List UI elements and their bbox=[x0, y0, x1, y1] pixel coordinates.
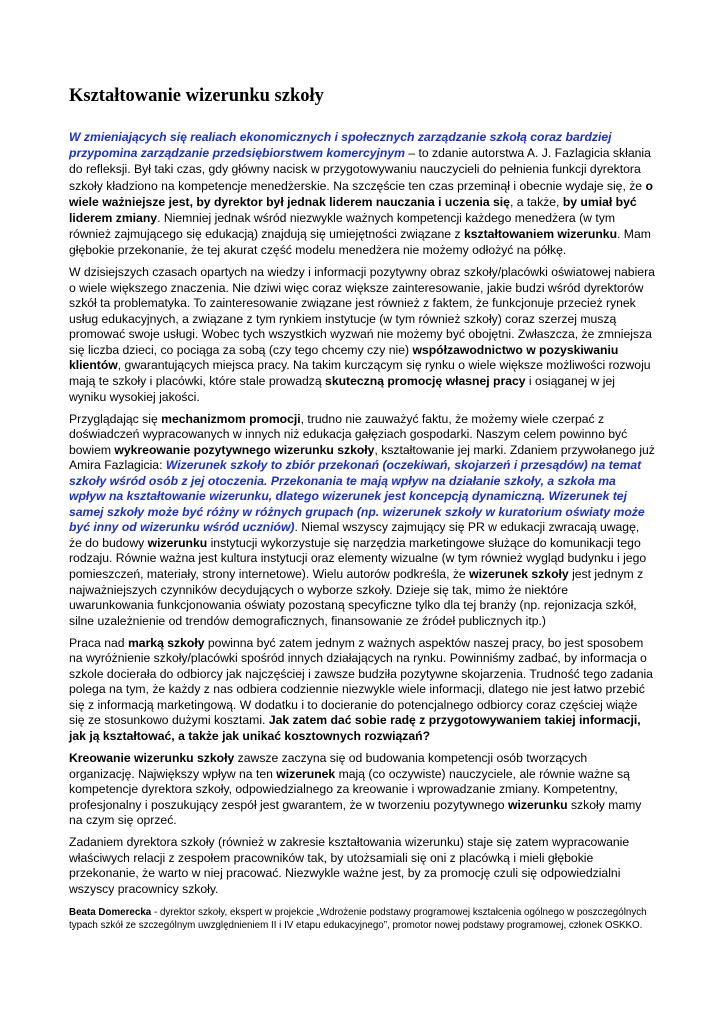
paragraph-intro bbox=[69, 129, 655, 259]
bold-phrase: kształtowaniem wizerunku bbox=[463, 227, 618, 242]
bold-phrase: wizerunek bbox=[276, 766, 336, 781]
quote-definition: Wizerunek szkoły to zbiór przekonań (oczekiwań, skojarzeń i przesądów) na temat szkoły wśród osób z jej otoczenia. Przekonania te mają wpływ na działanie szkoły, a szkoła ma wpływ na kształtowanie wizerunku, dlatego wizerunek jest koncepcją dynamiczną. Wizerunek tej samej szkoły może być różny w różnych grupach (np. wizerunek szkoły w kuratorium oświaty może być inny od wizerunku wśród uczniów) bbox=[69, 458, 645, 535]
text-span: jest jednym z najważniejszych czynników decydujących o wyborze szkoły. Dzieje się tak, mimo że niektóre uwarunkowania funkcjonowania oświaty pozostaną specyficzne tylko dla tej branży (np. rejonizacja szkół, silne uzależnienie od trendów demograficznych, finansowanie ze źródeł publicznych itp.) bbox=[69, 567, 644, 628]
quote-fazlagic: W zmieniających się realiach ekonomicznych i społecznych zarządzanie szkołą coraz bardziej przypomina zarządzanie przedsiębiorstwem komercyjnym bbox=[69, 130, 612, 161]
bold-phrase: wizerunku bbox=[507, 797, 568, 812]
bold-phrase: wizerunku bbox=[147, 535, 208, 550]
bold-phrase: wykreowanie pozytywnego wizerunku szkoły bbox=[114, 442, 375, 457]
paragraph-knowledge-era bbox=[69, 265, 655, 405]
text-span: Praca nad bbox=[69, 635, 128, 650]
bold-phrase: marką szkoły bbox=[127, 635, 205, 650]
text-span: W dzisiejszych czasach opartych na wiedzy i informacji pozytywny obraz szkoły/placówki oświatowej nabiera o wiele większego znaczenia. Nie dziwi więc coraz większe zainteresowanie, jakie budzi wśród dyrektorów szkół ta problematyka. To zainteresowanie związane jest również z faktem, że funkcjonuje przecież rynek usług edukacyjnych, a związane z tym rynkiem instytucje (w tym również szkoły) coraz szerzej muszą promować swoje usługi. Wobec tych wszystkich wyzwań nie możemy być obojętni. Zwłaszcza, że zmniejsza się liczba dzieci, co pociąga za sobą (czy tego chcemy czy nie) bbox=[69, 265, 655, 357]
text-span: Przyglądając się bbox=[69, 411, 162, 426]
bold-phrase: współzawodnictwo w pozyskiwaniu klientów bbox=[69, 342, 619, 373]
text-span: – to zdanie autorstwa A. J. Fazlagicia skłania do refleksji. Był taki czas, gdy główny nacisk w przygotowywaniu nauczycieli do pełnienia funkcji dyrektora szkoły kładziono na kompetencje menedżerskie. Na szczęście ten czas przeminął i obecnie wydaje się, że bbox=[69, 146, 651, 193]
author-signature bbox=[69, 907, 655, 932]
paragraph-brand bbox=[69, 636, 655, 745]
paragraph-promotion-mechanisms bbox=[69, 412, 655, 630]
text-span: . Niemniej jednak wśród niezwykle ważnych kompetencji każdego menedżera (w tym również zajmującego się edukacją) znajdują się umiejętności związane z bbox=[69, 211, 615, 242]
text-span: mają (co oczywiste) nauczyciele, ale równie ważne są kompetencje dyrektora szkoły, odpowiedzialnego za kreowanie i wprowadzanie zmiany. Kompetentny, profesjonalny i poszukujący zespół jest gwarantem, że w tworzeniu pozytywnego bbox=[69, 766, 630, 812]
bold-phrase: by umiał być liderem zmiany bbox=[69, 194, 637, 226]
bold-phrase: skuteczną promocję własnej pracy bbox=[325, 373, 526, 388]
text-span: instytucji wykorzystuje się narzędzia marketingowe służące do komunikacji tego rodzaju. Równie ważna jest kultura instytucji oraz elementy wizualne (w tym również wygląd budynku i jego pomieszczeń, materiały, strony internetowe). Wielu autorów podkreśla, że bbox=[69, 535, 647, 582]
paragraph-director-task: Zadaniem dyrektora szkoły (również w zakresie kształtowania wizerunku) staje się zatem wypracowanie właściwych relacji z zespołem pracowników tak, by utożsamiali się oni z placówką i mieli głębokie przekonanie, że warto w niej pracować. Niezwykle ważne jest, by za promocję czuli się odpowiedzialni wszyscy pracownicy szkoły. bbox=[69, 835, 630, 896]
text-span: i osiąganej w jej wyniku wysokiej jakości. bbox=[69, 373, 615, 404]
bold-phrase: wizerunek szkoły bbox=[469, 567, 569, 582]
page-title: Kształtowanie wizerunku szkoły bbox=[69, 86, 324, 106]
bold-phrase: Kreowanie wizerunku szkoły bbox=[69, 751, 235, 766]
bold-phrase: Jak zatem dać sobie radę z przygotowywaniem takiej informacji, jak ją kształtować, a także jak unikać kosztownych rozwiązań? bbox=[69, 713, 641, 743]
paragraph-competences bbox=[69, 751, 655, 829]
text-span: zawsze zaczyna się od budowania kompetencji osób tworzących organizację. Największy wpływ na ten bbox=[69, 751, 588, 781]
text-span: . Niemal wszyscy zajmujący się PR w edukacji zwracają uwagę, że do budowy bbox=[69, 520, 640, 550]
text-span: , a także, bbox=[509, 194, 563, 209]
text-span: szkoły mamy na czym się oprzeć. bbox=[69, 797, 642, 828]
author-name: Beata Domerecka bbox=[69, 907, 152, 919]
text-span: powinna być zatem jednym z ważnych aspektów naszej pracy, bo jest sposobem na wyróżnienie szkoły/placówki spośród innych działających na rynku. Powinniśmy zadbać, by informacja o szkole docierała do odbiorcy jak najczęściej i zawsze budziła pozytywne skojarzenia. Trudność tego zadania polega na tym, że każdy z nas odbiera codziennie niezwykle wiele informacji, dlatego nie jest łatwo przebić się z informacją marketingową. W dodatku i to docieranie do potencjalnego odbiorcy coraz częściej wiąże się ze stosunkowo dużymi kosztami. bbox=[69, 635, 653, 728]
bold-phrase: o wiele ważniejsze jest, by dyrektor był jednak liderem nauczania i uczenia się bbox=[69, 178, 653, 209]
text-span: . Mam głębokie przekonanie, że tej akurat część modelu menedżera nie możemy odłożyć na półkę. bbox=[69, 227, 651, 258]
article-body bbox=[69, 129, 655, 939]
author-bio: - dyrektor szkoły, ekspert w projekcie „Wdrożenie podstawy programowej kształcenia ogólnego w poszczególnych typach szkół ze szczególnym uwzględnieniem II i IV etapu edukacyjnego”, promotor nowej podstawy programowej, członek OSKKO. bbox=[69, 907, 647, 931]
text-span: , trudno nie zauważyć faktu, że możemy wiele czerpać z doświadczeń wypracowanych w innych niż edukacja gałęziach gospodarki. Naszym celem powinno być bowiem bbox=[69, 411, 628, 457]
text-span: , kształtowanie jej marki. Zdaniem przywołanego już Amira Fazlagicia: bbox=[69, 442, 655, 473]
bold-phrase: mechanizmom promocji bbox=[161, 411, 301, 426]
text-span: , gwarantujących miejsca pracy. Na takim kurczącym się rynku o wiele większe możliwości rozwoju mają te szkoły i placówki, które stale prowadzą bbox=[69, 358, 651, 388]
